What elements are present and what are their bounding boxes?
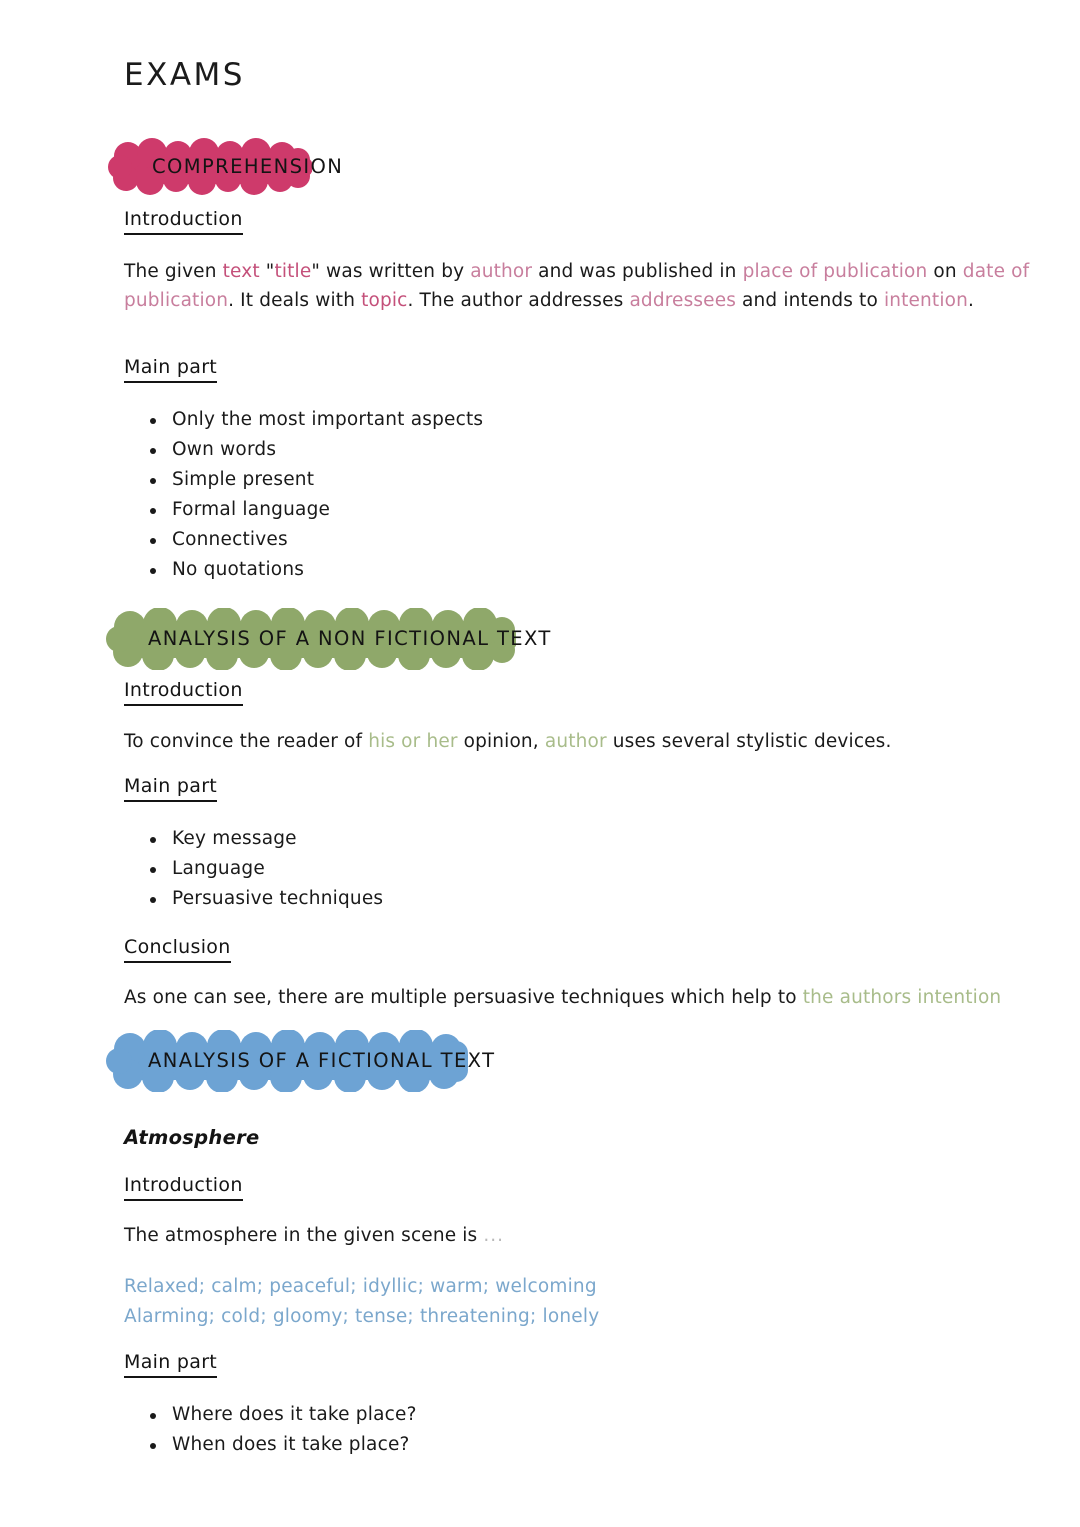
list-item: When does it take place? — [146, 1430, 417, 1460]
paragraph-fictional-intro — [124, 1221, 1024, 1250]
text-run: opinion, — [457, 731, 545, 752]
placeholder-title: title — [274, 261, 312, 282]
heading-main-part-non-fictional: Main part — [124, 775, 217, 802]
list-item: Where does it take place? — [146, 1400, 417, 1430]
placeholder-ellipsis: ... — [483, 1225, 505, 1246]
atmosphere-negative-words: Alarming; cold; gloomy; tense; threatening; lonely — [124, 1306, 600, 1327]
page-title: EXAMS — [124, 57, 245, 93]
text-run: The atmosphere in the given scene is — [124, 1225, 484, 1246]
text-run: " — [259, 261, 275, 282]
placeholder-intention: intention — [883, 290, 968, 311]
heading-main-part-fictional: Main part — [124, 1351, 217, 1378]
text-run: on — [927, 261, 963, 282]
text-run: and was published in — [532, 261, 743, 282]
paragraph-non-fictional-conclusion — [124, 983, 1074, 1012]
section-badge-label: COMPREHENSION — [152, 155, 344, 178]
text-run: The given — [124, 261, 223, 282]
placeholder-author: author — [544, 731, 607, 752]
section-badge-non-fictional — [106, 608, 552, 670]
section-badge-fictional — [106, 1030, 496, 1092]
placeholder-addressees: addressees — [629, 290, 737, 311]
heading-introduction-non-fictional: Introduction — [124, 679, 243, 706]
text-run: As one can see, there are multiple persuasive techniques which help to — [124, 987, 803, 1008]
text-run: " was written by — [311, 261, 471, 282]
placeholder-authors-intention: the authors intention — [802, 987, 1002, 1008]
placeholder-date-of-publication: date of publication — [124, 261, 1030, 311]
text-run: . The author addresses — [407, 290, 630, 311]
paragraph-non-fictional-intro — [124, 727, 1054, 756]
section-badge-label: ANALYSIS OF A NON FICTIONAL TEXT — [148, 627, 552, 650]
list-fictional-main-part — [146, 1400, 417, 1460]
placeholder-his-or-her: his or her — [368, 731, 458, 752]
text-run: . — [967, 290, 974, 311]
text-run: . It deals with — [228, 290, 362, 311]
list-item: Persuasive techniques — [146, 884, 383, 914]
placeholder-topic: topic — [361, 290, 408, 311]
list-item: Key message — [146, 824, 383, 854]
placeholder-place-of-publication: place of publication — [742, 261, 928, 282]
atmosphere-positive-words: Relaxed; calm; peaceful; idyllic; warm; welcoming — [124, 1276, 597, 1297]
placeholder-author: author — [470, 261, 533, 282]
section-badge-comprehension — [108, 138, 344, 196]
text-run: To convince the reader of — [124, 731, 369, 752]
heading-atmosphere: Atmosphere — [124, 1126, 260, 1149]
list-non-fictional-main-part — [146, 824, 383, 914]
text-run: uses several stylistic devices. — [606, 731, 892, 752]
list-item: Language — [146, 854, 383, 884]
list-item: Own words — [146, 435, 483, 465]
section-badge-label: ANALYSIS OF A FICTIONAL TEXT — [148, 1049, 496, 1072]
list-item: Formal language — [146, 495, 483, 525]
list-item: Only the most important aspects — [146, 405, 483, 435]
list-item: Simple present — [146, 465, 483, 495]
list-item: Connectives — [146, 525, 483, 555]
placeholder-text: text — [222, 261, 260, 282]
heading-introduction-fictional: Introduction — [124, 1174, 243, 1201]
text-run: and intends to — [736, 290, 884, 311]
heading-conclusion-non-fictional: Conclusion — [124, 936, 231, 963]
heading-main-part-comprehension: Main part — [124, 356, 217, 383]
list-item: No quotations — [146, 555, 483, 585]
heading-introduction-comprehension: Introduction — [124, 208, 243, 235]
paragraph-comprehension-intro — [124, 257, 1044, 315]
list-comprehension-main-part — [146, 405, 483, 585]
